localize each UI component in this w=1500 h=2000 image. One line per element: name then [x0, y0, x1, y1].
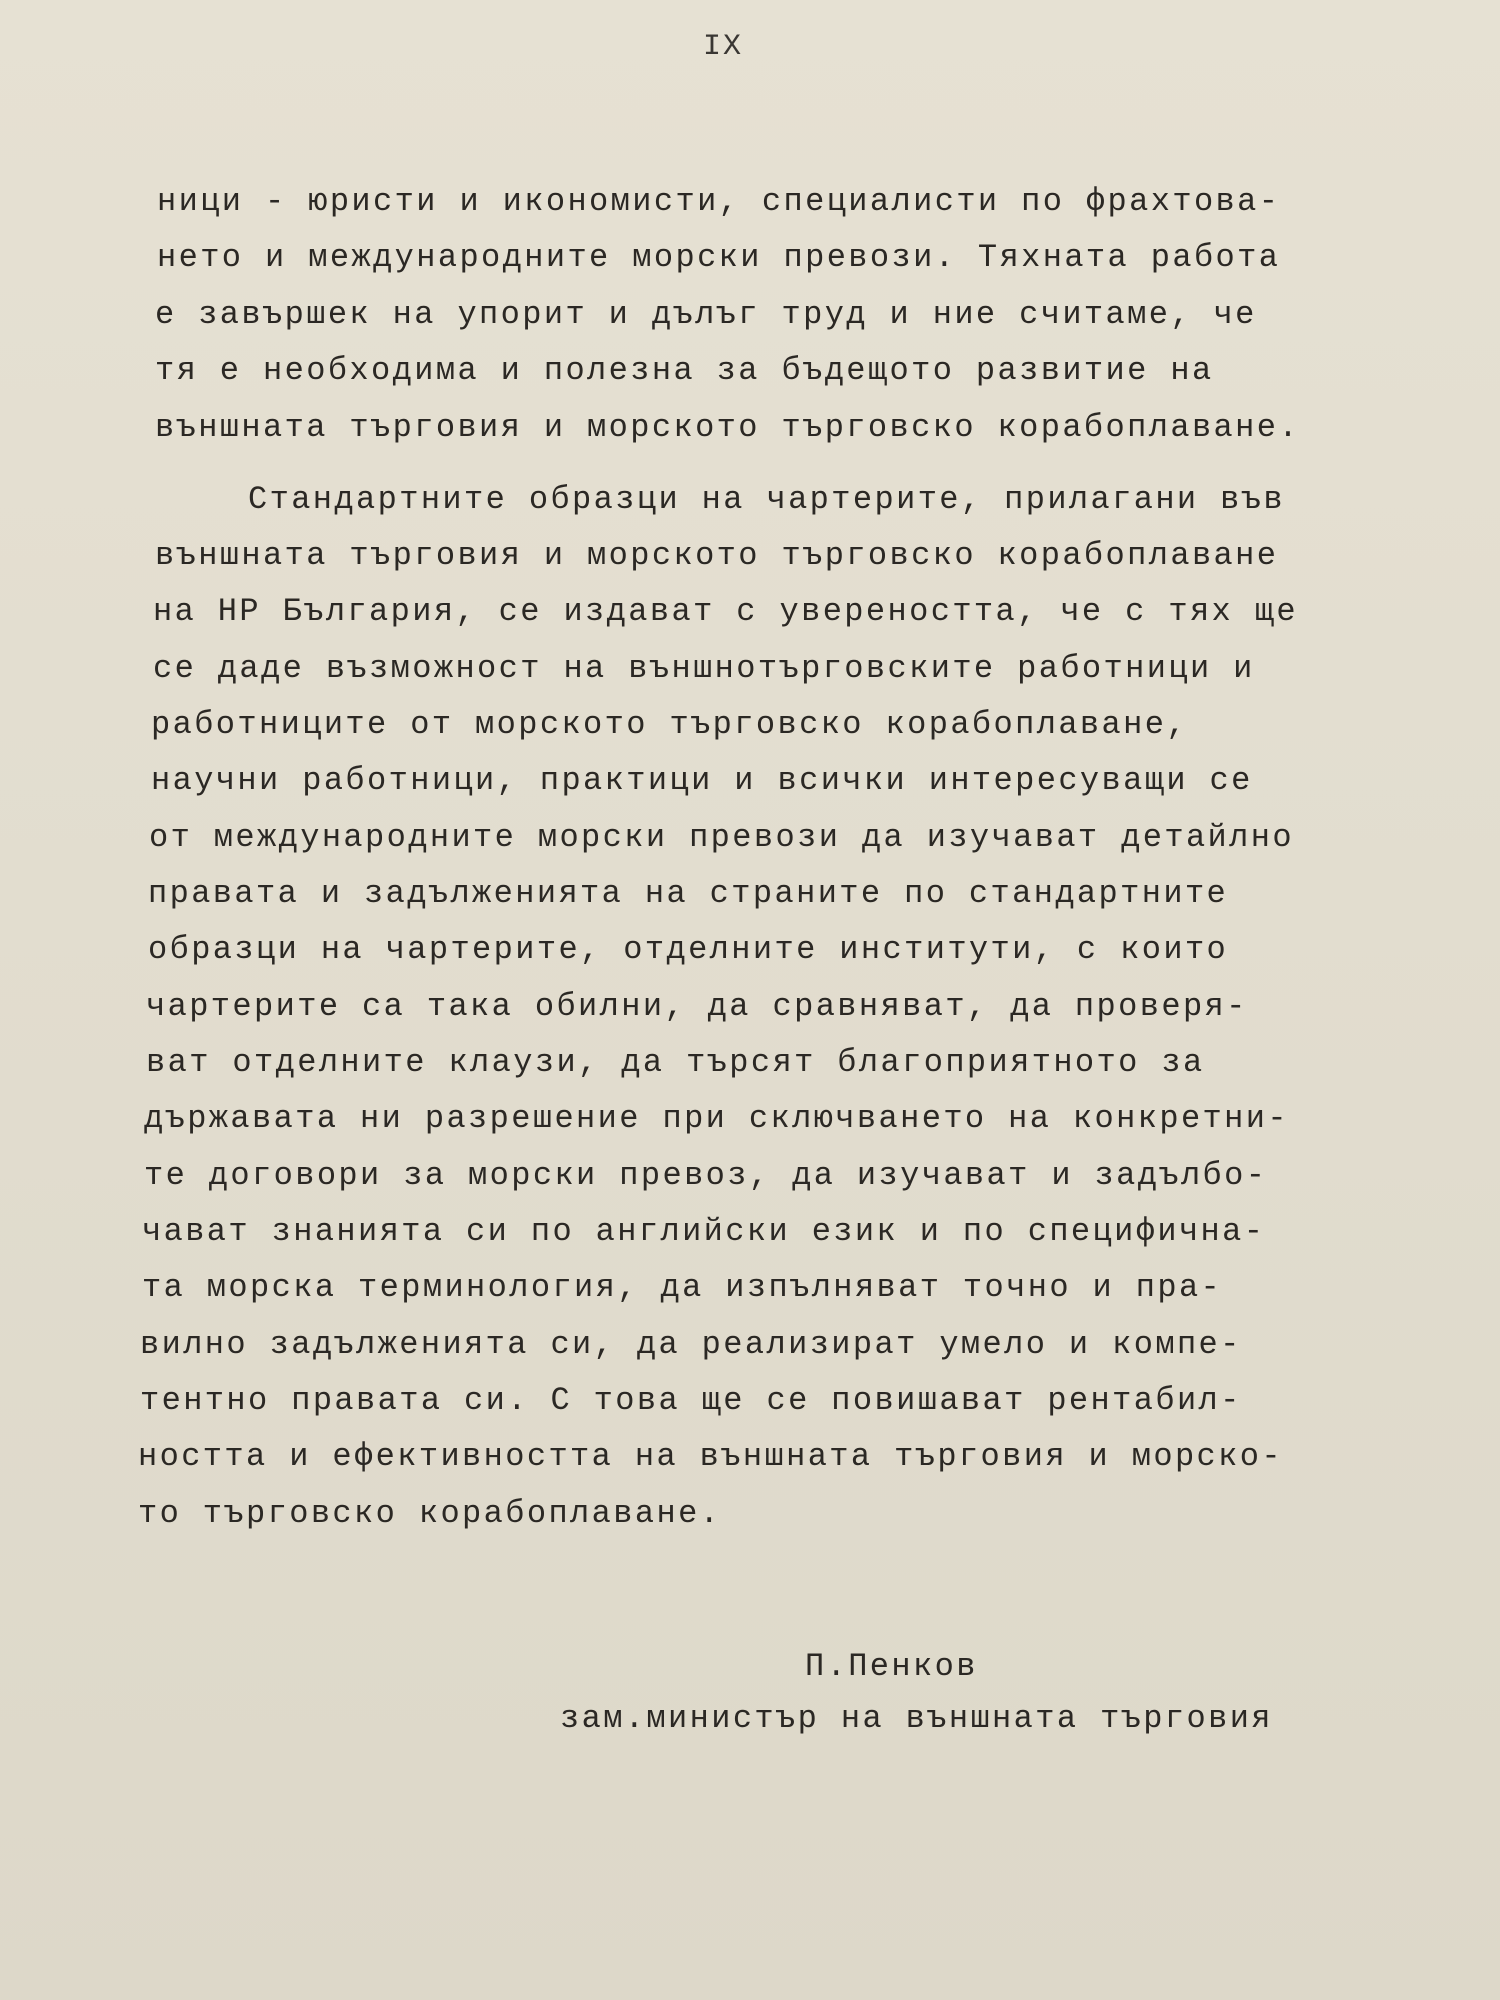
text-line: държавата ни разрешение при сключването на конкретни-: [144, 1100, 1289, 1137]
text-line: те договори за морски превоз, да изучават и задълбо-: [144, 1157, 1268, 1194]
text-line: та морска терминология, да изпълняват точно и пра-: [142, 1269, 1223, 1306]
text-line: външната търговия и морското търговско корабоплаване: [155, 537, 1279, 574]
text-line: нето и международните морски превози. Тяхната работа: [157, 239, 1281, 276]
text-line: работниците от морското търговско корабоплаване,: [151, 706, 1188, 743]
text-line: правата и задълженията на страните по стандартните: [148, 875, 1229, 912]
text-line: чават знанията си по английски език и по специфична-: [142, 1213, 1266, 1250]
text-line: външната търговия и морското търговско корабоплаване.: [155, 409, 1300, 446]
signature-title: зам.министър на външната търговия: [560, 1700, 1273, 1737]
text-line: ността и ефективността на външната търговия и морско-: [138, 1438, 1283, 1475]
signature-name: П.Пенков: [805, 1648, 978, 1685]
text-line: Стандартните образци на чартерите, прилагани във: [248, 481, 1285, 518]
text-line: от международните морски превози да изучават детайлно: [149, 819, 1294, 856]
text-line: тентно правата си. С това ще се повишават рентабил-: [140, 1382, 1242, 1419]
text-line: ват отделните клаузи, да търсят благоприятното за: [146, 1044, 1205, 1081]
text-line: на НР България, се издават с увереността, че с тях ще: [153, 593, 1298, 630]
text-line: се даде възможност на външнотърговските работници и: [153, 650, 1255, 687]
text-line: тя е необходима и полезна за бъдещото развитие на: [155, 352, 1214, 389]
text-line: чартерите са така обилни, да сравняват, да проверя-: [146, 988, 1248, 1025]
page-number: IX: [702, 30, 743, 64]
text-line: то търговско корабоплаване.: [138, 1495, 722, 1532]
text-line: вилно задълженията си, да реализират умело и компе-: [140, 1326, 1242, 1363]
text-line: научни работници, практици и всички интересуващи се: [151, 762, 1253, 799]
text-line: е завършек на упорит и дълъг труд и ние считаме, че: [155, 296, 1257, 333]
text-line: образци на чартерите, отделните институти, с които: [148, 931, 1229, 968]
text-line: ници - юристи и икономисти, специалисти по фрахтова-: [157, 183, 1281, 220]
